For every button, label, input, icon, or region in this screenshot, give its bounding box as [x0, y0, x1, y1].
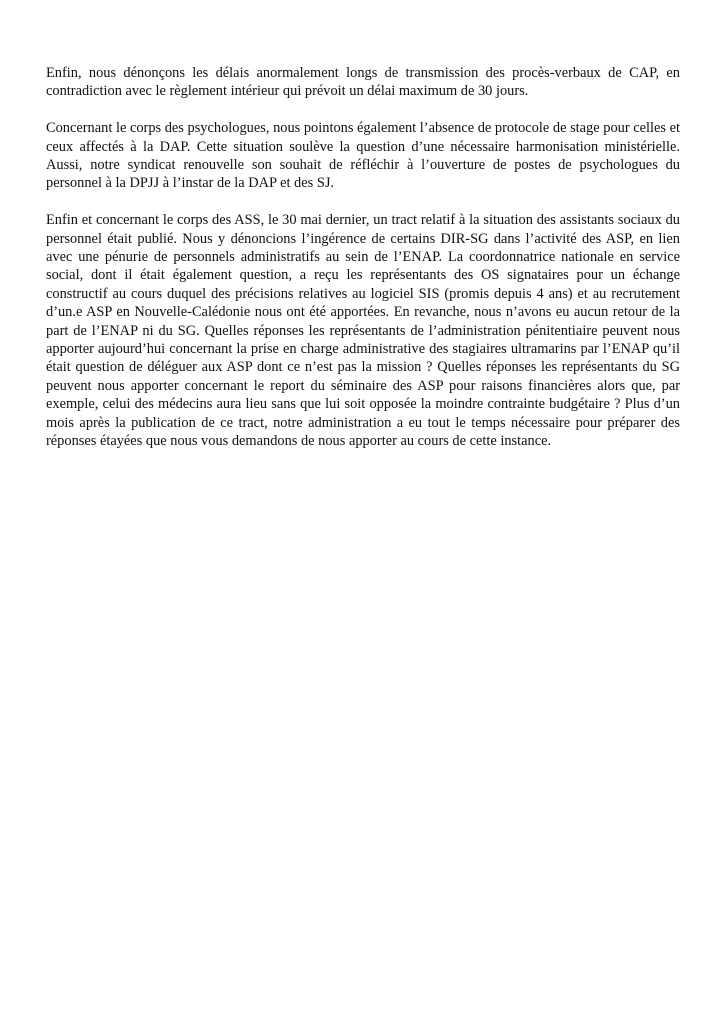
document-body — [46, 64, 680, 469]
paragraph-psychologists: Concernant le corps des psychologues, nous pointons également l’absence de protocole de stage pour celles et ceux affectés à la DAP. Cette situation soulève la question d’une nécessaire harmonisation ministérielle. Aussi, notre syndicat renouvelle son souhait de réfléchir à l’ouverture de postes de psychologues du personnel à la DPJJ à l’instar de la DAP et des SJ. — [46, 120, 680, 192]
paragraph-ass: Enfin et concernant le corps des ASS, le 30 mai dernier, un tract relatif à la situation des assistants sociaux du personnel était publié. Nous y dénoncions l’ingérence de certains DIR-SG dans l’activité des ASP, en lien avec une pénurie de personnels administratifs au sein de l’ENAP. La coordonnatrice nationale en service social, dont il était également question, a reçu les représentants des OS signataires pour un échange constructif au cours duquel des précisions relatives au logiciel SIS (promis depuis 4 ans) et au recrutement d’un.e ASP en Nouvelle-Calédonie nous ont été apportées. En revanche, nous n’avons eu aucun retour de la part de l’ENAP ni du SG. Quelles réponses les représentants de l’administration pénitentiaire peuvent nous apporter aujourd’hui concernant la prise en charge administrative des stagiaires ultramarins par l’ENAP qu’il était question de déléguer aux ASP dont ce n’est pas la mission ? Quelles réponses les représentants du SG peuvent nous apporter concernant le report du séminaire des ASP pour raisons financières alors que, par exemple, celui des médecins aura lieu sans que lui soit opposée la moindre contrainte budgétaire ? Plus d’un mois après la publication de ce tract, notre administration a eu tout le temps nécessaire pour préparer des réponses étayées que nous vous demandons de nous apporter au cours de cette instance. — [46, 212, 680, 450]
paragraph-cap-delays: Enfin, nous dénonçons les délais anormalement longs de transmission des procès-verbaux de CAP, en contradiction avec le règlement intérieur qui prévoit un délai maximum de 30 jours. — [46, 65, 680, 100]
